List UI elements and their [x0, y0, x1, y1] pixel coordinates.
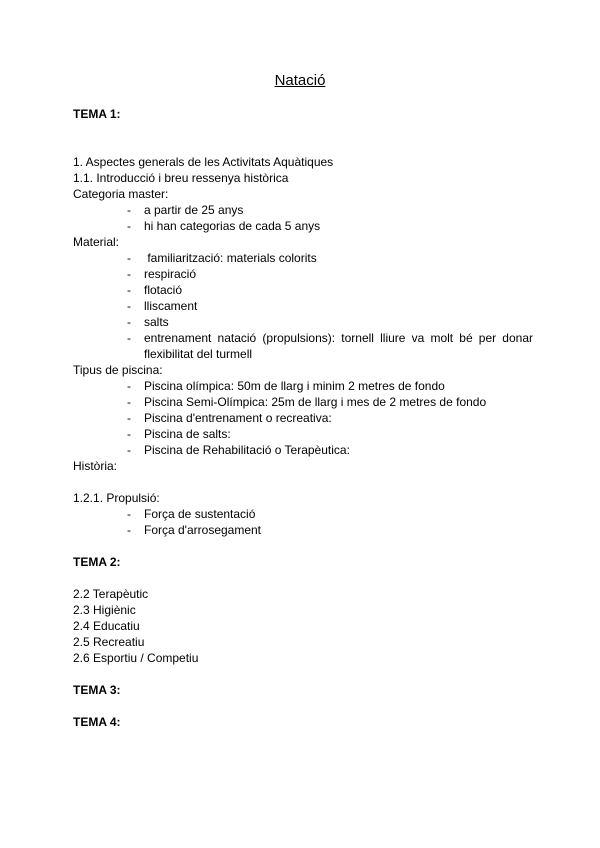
document-body — [73, 106, 533, 730]
tema-2-item: 2.2 Terapèutic — [73, 587, 149, 601]
list-item: - Força d'arrosegament — [127, 523, 262, 537]
material-label: Material: — [73, 235, 120, 249]
bullet-dash: - — [127, 315, 131, 329]
bullet-dash: - — [127, 507, 131, 521]
bullet-dash: - — [127, 267, 131, 281]
section-1-heading: 1. Aspectes generals de les Activitats Aquàtiques — [73, 155, 334, 169]
list-item: - Piscina de salts: — [127, 427, 231, 441]
list-item: - salts — [127, 315, 169, 329]
tema-4-heading: TEMA 4: — [73, 715, 121, 729]
tema-2-item: 2.3 Higiènic — [73, 603, 136, 617]
list-item: - flotació — [127, 283, 183, 297]
bullet-dash: - — [127, 331, 131, 345]
bullet-dash: - — [127, 299, 131, 313]
spacer — [73, 474, 533, 490]
bullet-dash: - — [127, 443, 131, 457]
list-item: - Piscina Semi-Olímpica: 25m de llarg i mes de 2 metres de fondo — [127, 395, 487, 409]
spacer — [73, 698, 533, 714]
spacer — [73, 138, 533, 154]
piscina-label: Tipus de piscina: — [73, 363, 163, 377]
spacer — [73, 666, 533, 682]
spacer — [73, 570, 533, 586]
propulsio-label: 1.2.1. Propulsió: — [73, 491, 160, 505]
tema-2-item: 2.4 Educatiu — [73, 619, 140, 633]
document-title: Natació — [274, 72, 326, 89]
bullet-dash: - — [127, 411, 131, 425]
bullet-dash: - — [127, 379, 131, 393]
categoria-label: Categoria master: — [73, 187, 169, 201]
spacer — [73, 538, 533, 554]
list-item: - familiarització: materials colorits — [127, 251, 317, 265]
list-item: - lliscament — [127, 299, 198, 313]
bullet-dash: - — [127, 395, 131, 409]
bullet-dash: - — [127, 283, 131, 297]
bullet-dash: - — [127, 219, 131, 233]
list-item: - Piscina olímpica: 50m de llarg i minim 2 metres de fondo — [127, 379, 445, 393]
list-item: - Piscina d'entrenament o recreativa: — [127, 411, 332, 425]
tema-2-item: 2.5 Recreatiu — [73, 635, 145, 649]
tema-1-heading: TEMA 1: — [73, 107, 121, 121]
list-item: - hi han categorias de cada 5 anys — [127, 219, 321, 233]
spacer — [73, 122, 533, 138]
bullet-dash: - — [127, 203, 131, 217]
list-item: - a partir de 25 anys — [127, 203, 244, 217]
bullet-dash: - — [127, 427, 131, 441]
bullet-dash: - — [127, 251, 131, 265]
list-item: - respiració — [127, 267, 197, 281]
tema-2-item: 2.6 Esportiu / Competiu — [73, 651, 199, 665]
tema-2-heading: TEMA 2: — [73, 555, 121, 569]
list-item: - entrenament natació (propulsions): tornell lliure va molt bé per donar flexibilitat del turmell — [127, 331, 533, 361]
tema-3-heading: TEMA 3: — [73, 683, 121, 697]
section-1-1-heading: 1.1. Introducció i breu ressenya històrica — [73, 171, 289, 185]
list-item: - Força de sustentació — [127, 507, 256, 521]
list-item: - Piscina de Rehabilitació o Terapèutica: — [127, 443, 350, 457]
bullet-dash: - — [127, 523, 131, 537]
historia-label: Història: — [73, 459, 118, 473]
